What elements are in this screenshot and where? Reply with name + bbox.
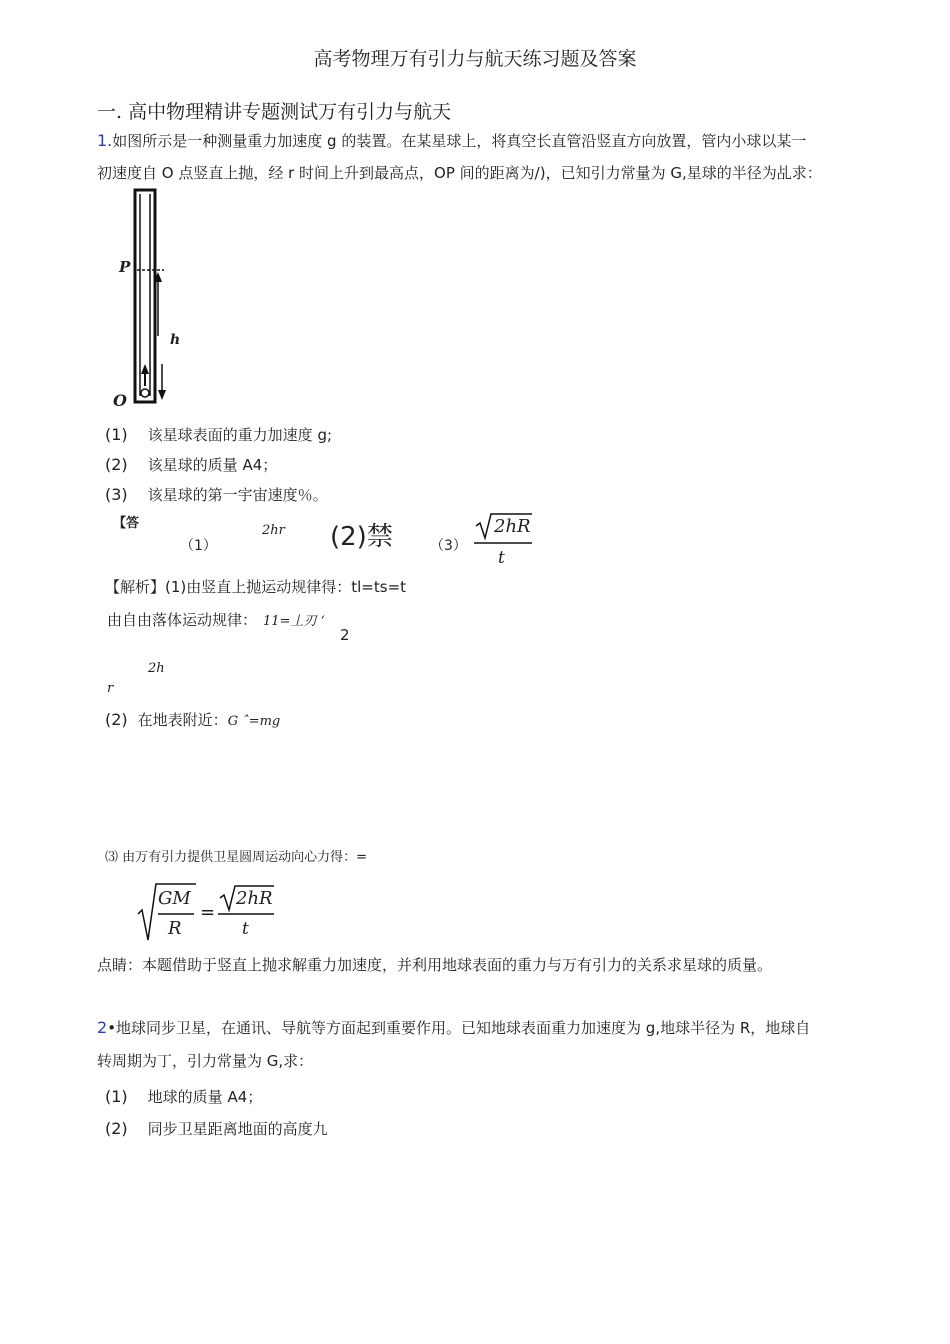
tube-diagram [110,186,200,414]
q2-item-2: (2) 同步卫星距离地面的高度九 [105,1119,328,1138]
q1-number: 1. [97,131,113,150]
q1-item-1: (1) 该星球表面的重力加速度 g; [105,425,333,444]
answer-tag: 【答 [113,516,140,531]
q2-text-line1: •地球同步卫星，在通讯、导航等方面起到重要作用。已知地球表面重力加速度为 g,地球半径为 R，地球自 [107,1019,811,1037]
q2-item-1: (1) 地球的质量 A4； [105,1087,263,1106]
answer-3-denominator: t [498,548,505,568]
answer-3-label: （3） [430,538,467,554]
comment-line: 点睛：本题借助于竖直上抛求解重力加速度，并利用地球表面的重力与万有引力的关系求星球的质量。 [97,956,773,974]
label-p: P [119,258,131,276]
q2-text-line2: 转周期为丁，引力常量为 G,求： [97,1052,314,1070]
eq-r: R [168,918,182,939]
q2-number: 2 [97,1018,108,1037]
q1-text-line1: 如图所示是一种测量重力加速度 g 的装置。在某星球上，将真空长直管沿竖直方向放置，管内小球以某一 [112,132,807,150]
answer-2: (2)禁 [330,522,393,552]
section-title: 一. 高中物理精讲专题测试万有引力与航天 [97,101,452,123]
analysis-line3-r: r [107,681,114,696]
eq-equals: = [200,902,216,923]
analysis-line4: (2) 在地表附近：G ˆ=mg [105,710,281,729]
eq-numerator: 2hR [236,888,273,909]
analysis-line3-numerator: 2h [148,661,165,676]
analysis-line2-sub: 2 [340,626,350,644]
q1-text-line2: 初速度自 O 点竖直上抛，经 r 时间上升到最高点，OP 间的距离为/)，已知引力常量为 G,星球的半径为乩求： [97,164,822,182]
document-title: 高考物理万有引力与航天练习题及答案 [313,48,637,70]
analysis-line5: ⑶ 由万有引力提供卫星圆周运动向心力得：= [105,850,368,865]
q1-line1 [97,130,806,152]
final-equation [136,880,286,944]
label-o: O [113,391,127,410]
eq-gm: GM [158,888,191,909]
answer-3-numerator: 2hR [494,516,531,537]
q1-item-3: (3) 该星球的第一宇宙速度％。 [105,485,328,504]
eq-denominator: t [242,919,249,939]
q2-line1 [97,1017,810,1039]
q1-item-2: (2) 该星球的质量 A4； [105,455,278,474]
analysis-line1: 【解析】(1)由竖直上抛运动规律得：tl=ts=t [105,578,407,596]
answer-1-value: 2hr [262,523,285,538]
label-h: h [170,332,181,348]
tube-figure [110,186,200,414]
answer-1-label: （1） [180,538,217,554]
analysis-line2: 由自由落体运动规律： 11=丄刃 ‘ [107,611,325,629]
